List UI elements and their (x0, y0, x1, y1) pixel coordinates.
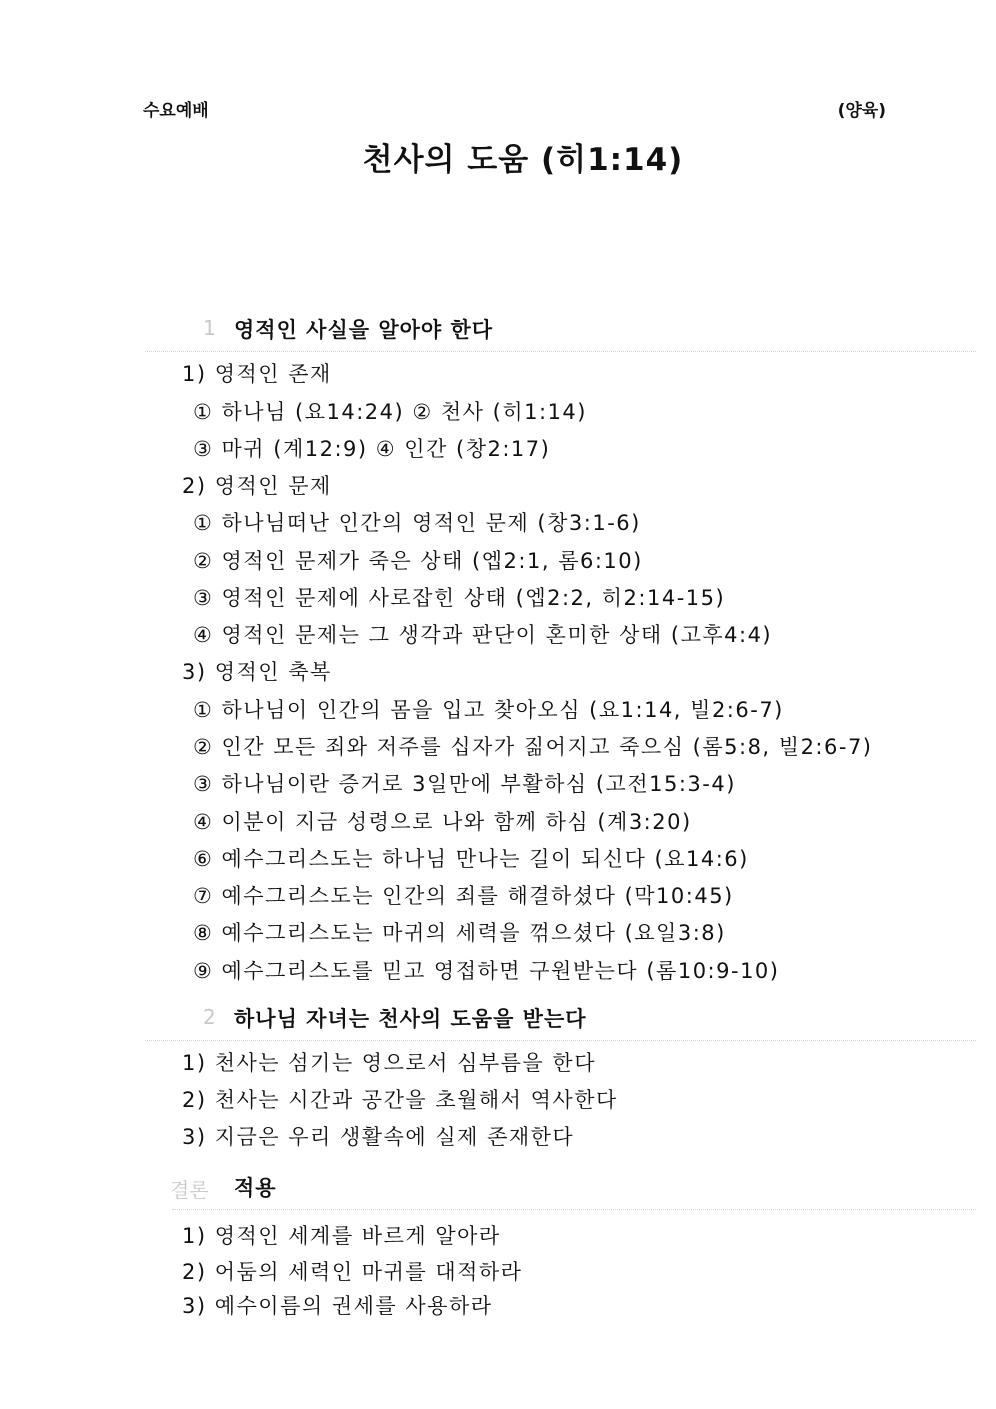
subheading-3: 3) 영적인 축복 (182, 660, 332, 684)
list-item: ① 하나님이 인간의 몸을 입고 찾아오심 (요1:14, 빌2:6-7) (193, 698, 784, 722)
list-item: ① 하나님 (요14:24) ② 천사 (히1:14) (193, 400, 587, 424)
section-2-title: 하나님 자녀는 천사의 도움을 받는다 (234, 1007, 587, 1031)
subheading-1: 1) 영적인 존재 (182, 362, 332, 386)
header-left-label: 수요예배 (143, 101, 209, 121)
list-item: ③ 마귀 (계12:9) ④ 인간 (창2:17) (193, 437, 551, 461)
section-2-heading (0, 1001, 996, 1041)
list-item: ③ 하나님이란 증거로 3일만에 부활하심 (고전15:3-4) (193, 772, 736, 796)
section-1-heading (0, 312, 996, 352)
list-item: ④ 영적인 문제는 그 생각과 판단이 혼미한 상태 (고후4:4) (193, 623, 773, 647)
list-item: 1) 영적인 세계를 바르게 알아라 (182, 1224, 501, 1248)
section-1-divider (145, 351, 976, 352)
list-item: ② 인간 모든 죄와 저주를 십자가 짊어지고 죽으심 (롬5:8, 빌2:6-7) (193, 735, 873, 759)
header-right-label: (양육) (837, 101, 886, 121)
conclusion-label: 결론 (170, 1178, 209, 1202)
page-title: 천사의 도움 (히1:14) (362, 142, 684, 178)
list-item: 2) 천사는 시간과 공간을 초월해서 역사한다 (182, 1088, 618, 1112)
section-1-title: 영적인 사실을 알아야 한다 (234, 318, 494, 342)
conclusion-heading (0, 1170, 996, 1210)
list-item: 2) 어둠의 세력인 마귀를 대적하라 (182, 1260, 523, 1284)
section-1-number: 1 (203, 316, 216, 340)
list-item: ⑦ 예수그리스도는 인간의 죄를 해결하셨다 (막10:45) (193, 884, 734, 908)
list-item: ① 하나님떠난 인간의 영적인 문제 (창3:1-6) (193, 511, 641, 535)
list-item: ⑧ 예수그리스도는 마귀의 세력을 꺾으셨다 (요일3:8) (193, 921, 726, 945)
list-item: ⑥ 예수그리스도는 하나님 만나는 길이 되신다 (요14:6) (193, 847, 749, 871)
section-2-number: 2 (203, 1005, 216, 1029)
list-item: ③ 영적인 문제에 사로잡힌 상태 (엡2:2, 히2:14-15) (193, 586, 726, 610)
list-item: 3) 예수이름의 권세를 사용하라 (182, 1294, 493, 1318)
list-item: ④ 이분이 지금 성령으로 나와 함께 하심 (계3:20) (193, 810, 692, 834)
conclusion-title: 적용 (234, 1176, 277, 1200)
list-item: 3) 지금은 우리 생활속에 실제 존재한다 (182, 1125, 575, 1149)
subheading-2: 2) 영적인 문제 (182, 474, 332, 498)
list-item: ② 영적인 문제가 죽은 상태 (엡2:1, 롬6:10) (193, 549, 643, 573)
list-item: ⑨ 예수그리스도를 믿고 영접하면 구원받는다 (롬10:9-10) (193, 959, 780, 983)
list-item: 1) 천사는 섬기는 영으로서 심부름을 한다 (182, 1051, 597, 1075)
conclusion-divider (172, 1209, 976, 1210)
section-2-divider (145, 1040, 976, 1041)
